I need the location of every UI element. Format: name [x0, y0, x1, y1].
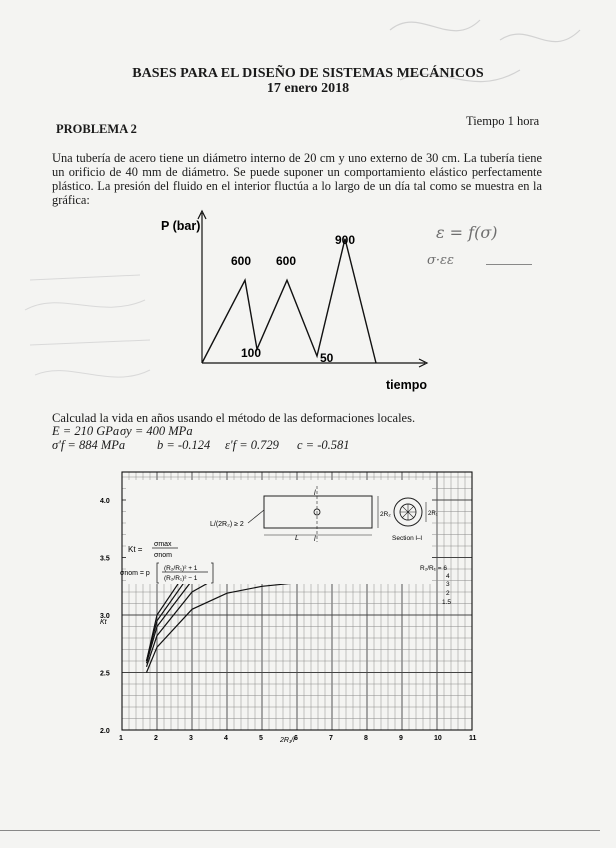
bleed-scribble-top: [380, 0, 610, 120]
peak-label-2: 600: [276, 254, 297, 268]
handwritten-underline: [486, 264, 532, 265]
task-text: Calculad la vida en años usando el método de las deformaciones locales.: [52, 411, 416, 425]
kt-y-tick: 2.0: [100, 728, 110, 735]
pressure-plot-area: [198, 211, 427, 367]
kt-x-tick: 7: [329, 735, 333, 742]
curve-label-1-5: 1.5: [442, 599, 452, 606]
handwritten-note-2: σ·εε: [427, 253, 454, 268]
kt-y-tick: 3.0: [100, 613, 110, 620]
prop-E: E = 210 GPa: [52, 424, 120, 438]
kt-den: σnom: [154, 552, 172, 559]
bleed-through-marks: [380, 0, 610, 120]
section-mark-bottom: l: [314, 536, 316, 543]
kt-y-tick: 3.5: [100, 555, 110, 563]
document-title: BASES PARA EL DISEÑO DE SISTEMAS MECÁNICOS: [132, 66, 484, 81]
prop-c: c = -0.581: [297, 438, 350, 452]
kt-x-tick: 3: [189, 735, 193, 742]
prop-sf: σ'f = 884 MPa: [52, 438, 126, 452]
bleed-through-marks-mid: [20, 250, 160, 400]
curve-label-2: 2: [446, 590, 450, 597]
kt-x-tick: 6: [294, 735, 298, 742]
problem-statement: Una tubería de acero tiene un diámetro interno de 20 cm y uno externo de 30 cm. La tubería tiene un orificio de 40 mm de diámetro. Se puede suponer un comportamiento elástico perfectamente plástico. La presión del fluido en el interior fluctúa a lo largo de un día tal como se muestra en la gráfica:: [52, 151, 542, 207]
kt-y-label: Kt: [100, 619, 107, 626]
valley-label-2: 50: [320, 351, 334, 365]
snom-den: (R₂/R₁)² − 1: [164, 575, 198, 582]
peak-label-1: 600: [231, 254, 252, 268]
kt-x-tick: 5: [259, 735, 263, 742]
problem-label: PROBLEMA 2: [56, 122, 137, 136]
kt-y-tick: 4.0: [100, 498, 110, 505]
kt-chart: [90, 462, 490, 747]
kt-x-tick: 9: [399, 735, 403, 742]
time-limit: Tiempo 1 hora: [466, 114, 540, 128]
kt-x-tick: 1: [119, 735, 123, 742]
kt-def: Kt =: [128, 545, 143, 554]
curve-label-4: 4: [446, 573, 450, 580]
curve-label-3: 3: [446, 581, 450, 588]
dim-2r1: 2R₁: [428, 511, 438, 517]
dim-2r2: 2R₂: [380, 511, 391, 518]
prop-ef: ε'f = 0.729: [225, 438, 279, 452]
prop-sy: σy = 400 MPa: [120, 424, 193, 438]
peak-label-3: 900: [335, 233, 356, 247]
section-mark-top: l: [314, 490, 316, 497]
kt-x-tick: 11: [469, 735, 477, 742]
kt-y-tick: 2.5: [100, 670, 110, 678]
dim-L: L: [295, 535, 299, 542]
valley-label-1: 100: [241, 346, 262, 360]
snom-def: σnom = p: [120, 570, 150, 577]
document-date: 17 enero 2018: [266, 81, 350, 96]
pressure-chart: [150, 207, 440, 397]
pressure-x-label: tiempo: [386, 378, 427, 392]
kt-x-label: 2R₁/r: [280, 737, 296, 744]
section-label: Section l–l: [392, 535, 422, 542]
prop-b: b = -0.124: [157, 438, 211, 452]
curve-label-6: R₂/R₁ = 6: [420, 565, 447, 572]
kt-x-tick: 2: [154, 735, 158, 742]
handwritten-note-1: ε = f(σ): [436, 223, 498, 242]
ratio-note: L/(2R₂) ≥ 2: [210, 521, 244, 528]
pressure-y-label: P (bar): [161, 219, 201, 233]
footer-rule: [0, 830, 600, 831]
kt-num: σmax: [154, 541, 172, 548]
kt-x-tick: 8: [364, 735, 368, 742]
snom-num: (R₂/R₁)² + 1: [164, 565, 198, 572]
kt-x-tick: 10: [434, 735, 442, 742]
bleed-scribble-left: [20, 250, 160, 400]
section-hatch: [400, 504, 416, 520]
kt-x-tick: 4: [224, 735, 228, 742]
